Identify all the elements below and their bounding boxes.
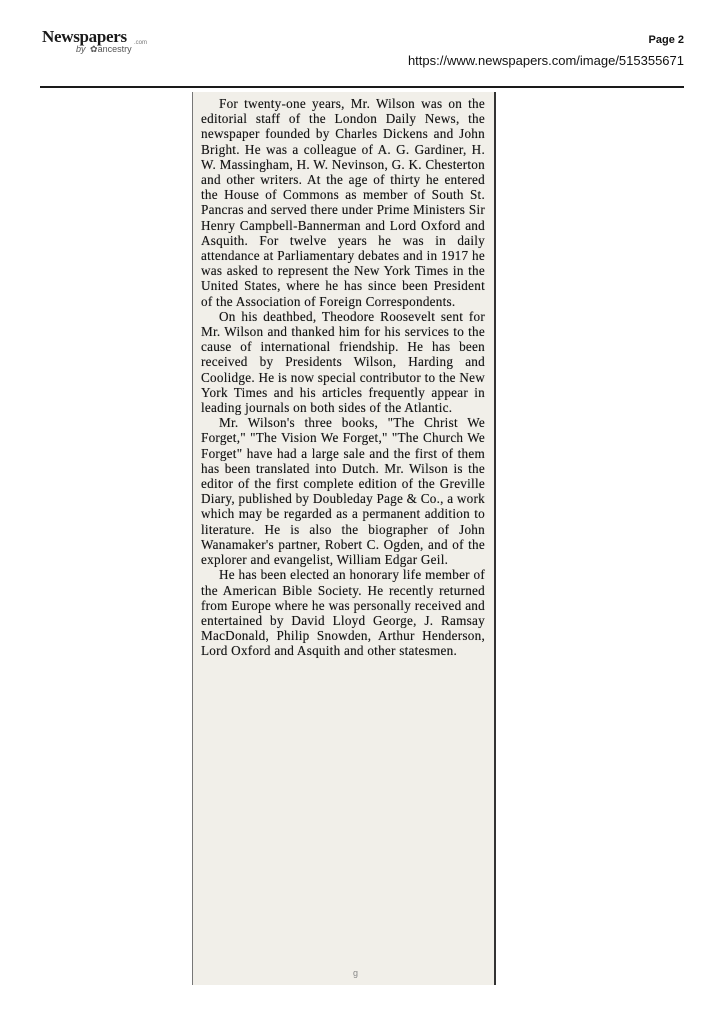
source-url[interactable]: https://www.newspapers.com/image/515355671 xyxy=(407,53,684,68)
logo-by: by xyxy=(76,44,86,54)
clipping-article-text xyxy=(201,96,485,659)
article-paragraph: He has been elected an honorary life member of the American Bible Society. He recently returned from Europe where he was personally received and entertained by David Lloyd George, J. Ramsay MacDonald, Philip Snowden, Arthur Henderson, Lord Oxford and Asquith and other statesmen. xyxy=(201,567,485,659)
ancestry-leaf-icon: ✿ xyxy=(90,44,98,54)
article-paragraph: Mr. Wilson's three books, "The Christ We Forget," "The Vision We Forget," "The Church We Forget" have had a large sale and the first of them has been translated into Dutch. Mr. Wilson is the editor of the first complete edition of the Greville Diary, published by Doubleday Page & Co., a work which may be regarded as a permanent addition to literature. He is also the biographer of John Wanamaker's partner, Robert C. Ogden, and of the explorer and evangelist, William Edgar Geil. xyxy=(201,415,486,568)
logo-dotcom: .com xyxy=(134,40,148,46)
clipping-right-border xyxy=(494,92,496,985)
article-paragraph: For twenty-one years, Mr. Wilson was on the editorial staff of the London Daily News, the newspaper founded by Charles Dickens and John Bright. He was a colleague of A. G. Gardiner, H. W. Massingham, H. W. Nevinson, G. K. Chesterton and other writers. At the age of thirty he entered the House of Commons as member of South St. Pancras and served there under Prime Ministers Sir Henry Campbell-Bannerman and Lord Oxford and Asquith. For twelve years he was in daily attendance at Parliamentary debates and in 1917 he was asked to represent the New York Times in the United States, where he has since been President of the Association of Foreign Correspondents. xyxy=(201,96,485,309)
newspapers-logo[interactable] xyxy=(42,28,152,58)
newspaper-clipping xyxy=(192,92,496,985)
clipping-left-border xyxy=(192,92,193,985)
page-number: Page 2 xyxy=(648,34,684,46)
logo-ancestry: ancestry xyxy=(97,44,132,54)
article-paragraph: On his deathbed, Theodore Roosevelt sent for Mr. Wilson and thanked him for his services to the cause of international friendship. He has been received by Presidents Wilson, Harding and Coolidge. He is now special contributor to the New York Times and his articles frequently appear in leading journals on both sides of the Atlantic. xyxy=(201,308,485,416)
footer-mark: g xyxy=(353,968,359,978)
page-header xyxy=(0,0,724,90)
header-divider xyxy=(40,86,684,88)
logo-byline xyxy=(76,44,132,55)
logo-wordmark: Newspapers xyxy=(42,27,127,46)
